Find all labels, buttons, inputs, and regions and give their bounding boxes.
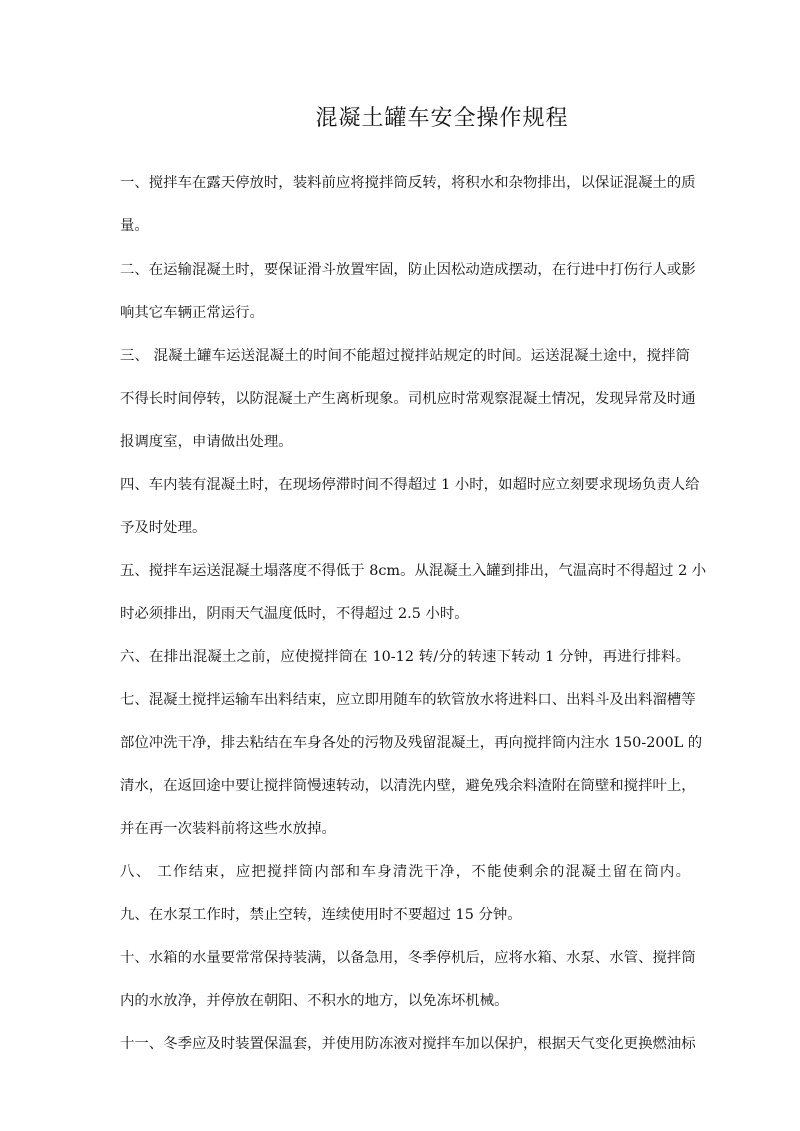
text-line: 清水，在返回途中要让搅拌筒慢速转动，以清洗内壁，避免残余料渣附在筒壁和搅拌叶上，: [120, 778, 696, 794]
text-line: 量。: [120, 218, 149, 234]
text-line: 报调度室，申请做出处理。: [120, 434, 293, 450]
text-line: 予及时处理。: [120, 520, 207, 536]
page-title: 混凝土罐车安全操作规程: [315, 106, 569, 131]
text-line: 十一、冬季应及时装置保温套，并使用防冻液对搅拌车加以保护，根据天气变化更换燃油标: [120, 1036, 696, 1052]
text-line: 六、在排出混凝土之前，应使搅拌筒在 10-12 转/分的转速下转动 1 分钟，再进行排料。: [120, 649, 690, 665]
text-line: 五、搅拌车运送混凝土塌落度不得低于 8cm。从混凝土入罐到排出，气温高时不得超过 2 小: [120, 563, 707, 579]
text-line: 二、在运输混凝土时，要保证滑斗放置牢固，防止因松动造成摆动，在行进中打伤行人或影: [120, 262, 696, 278]
text-line: 部位冲洗干净，排去粘结在车身各处的污物及残留混凝土，再向搅拌筒内注水 150-200L 的: [120, 735, 703, 751]
text-line: 四、车内装有混凝土时，在现场停滞时间不得超过 1 小时，如超时应立刻要求现场负责人给: [120, 477, 700, 493]
text-line: 不得长时间停转，以防混凝土产生离析现象。司机应时常观察混凝土情况，发现异常及时通: [120, 391, 696, 407]
text-line: 并在再一次装料前将这些水放掉。: [120, 821, 336, 837]
text-line: 一、搅拌车在露天停放时，装料前应将搅拌筒反转，将积水和杂物排出，以保证混凝土的质: [120, 175, 696, 191]
text-line: 时必须排出，阴雨天气温度低时，不得超过 2.5 小时。: [120, 606, 469, 622]
text-line: 十、水箱的水量要常常保持装满，以备急用，冬季停机后，应将水箱、水泵、水管、搅拌筒: [120, 950, 696, 966]
text-line: 九、在水泵工作时，禁止空转，连续使用时不要超过 15 分钟。: [120, 907, 522, 923]
text-line: 三、 混凝土罐车运送混凝土的时间不能超过搅拌站规定的时间。运送混凝土途中，搅拌筒: [120, 348, 690, 364]
text-line: 内的水放净，并停放在朝阳、不积水的地方，以免冻坏机械。: [120, 993, 509, 1009]
text-line: 七、混凝土搅拌运输车出料结束，应立即用随车的软管放水将进料口、出料斗及出料溜槽等: [120, 692, 696, 708]
text-line: 响其它车辆正常运行。: [120, 305, 264, 321]
text-line: 八、 工作结束，应把搅拌筒内部和车身清洗干净，不能使剩余的混凝土留在筒内。: [120, 864, 690, 880]
